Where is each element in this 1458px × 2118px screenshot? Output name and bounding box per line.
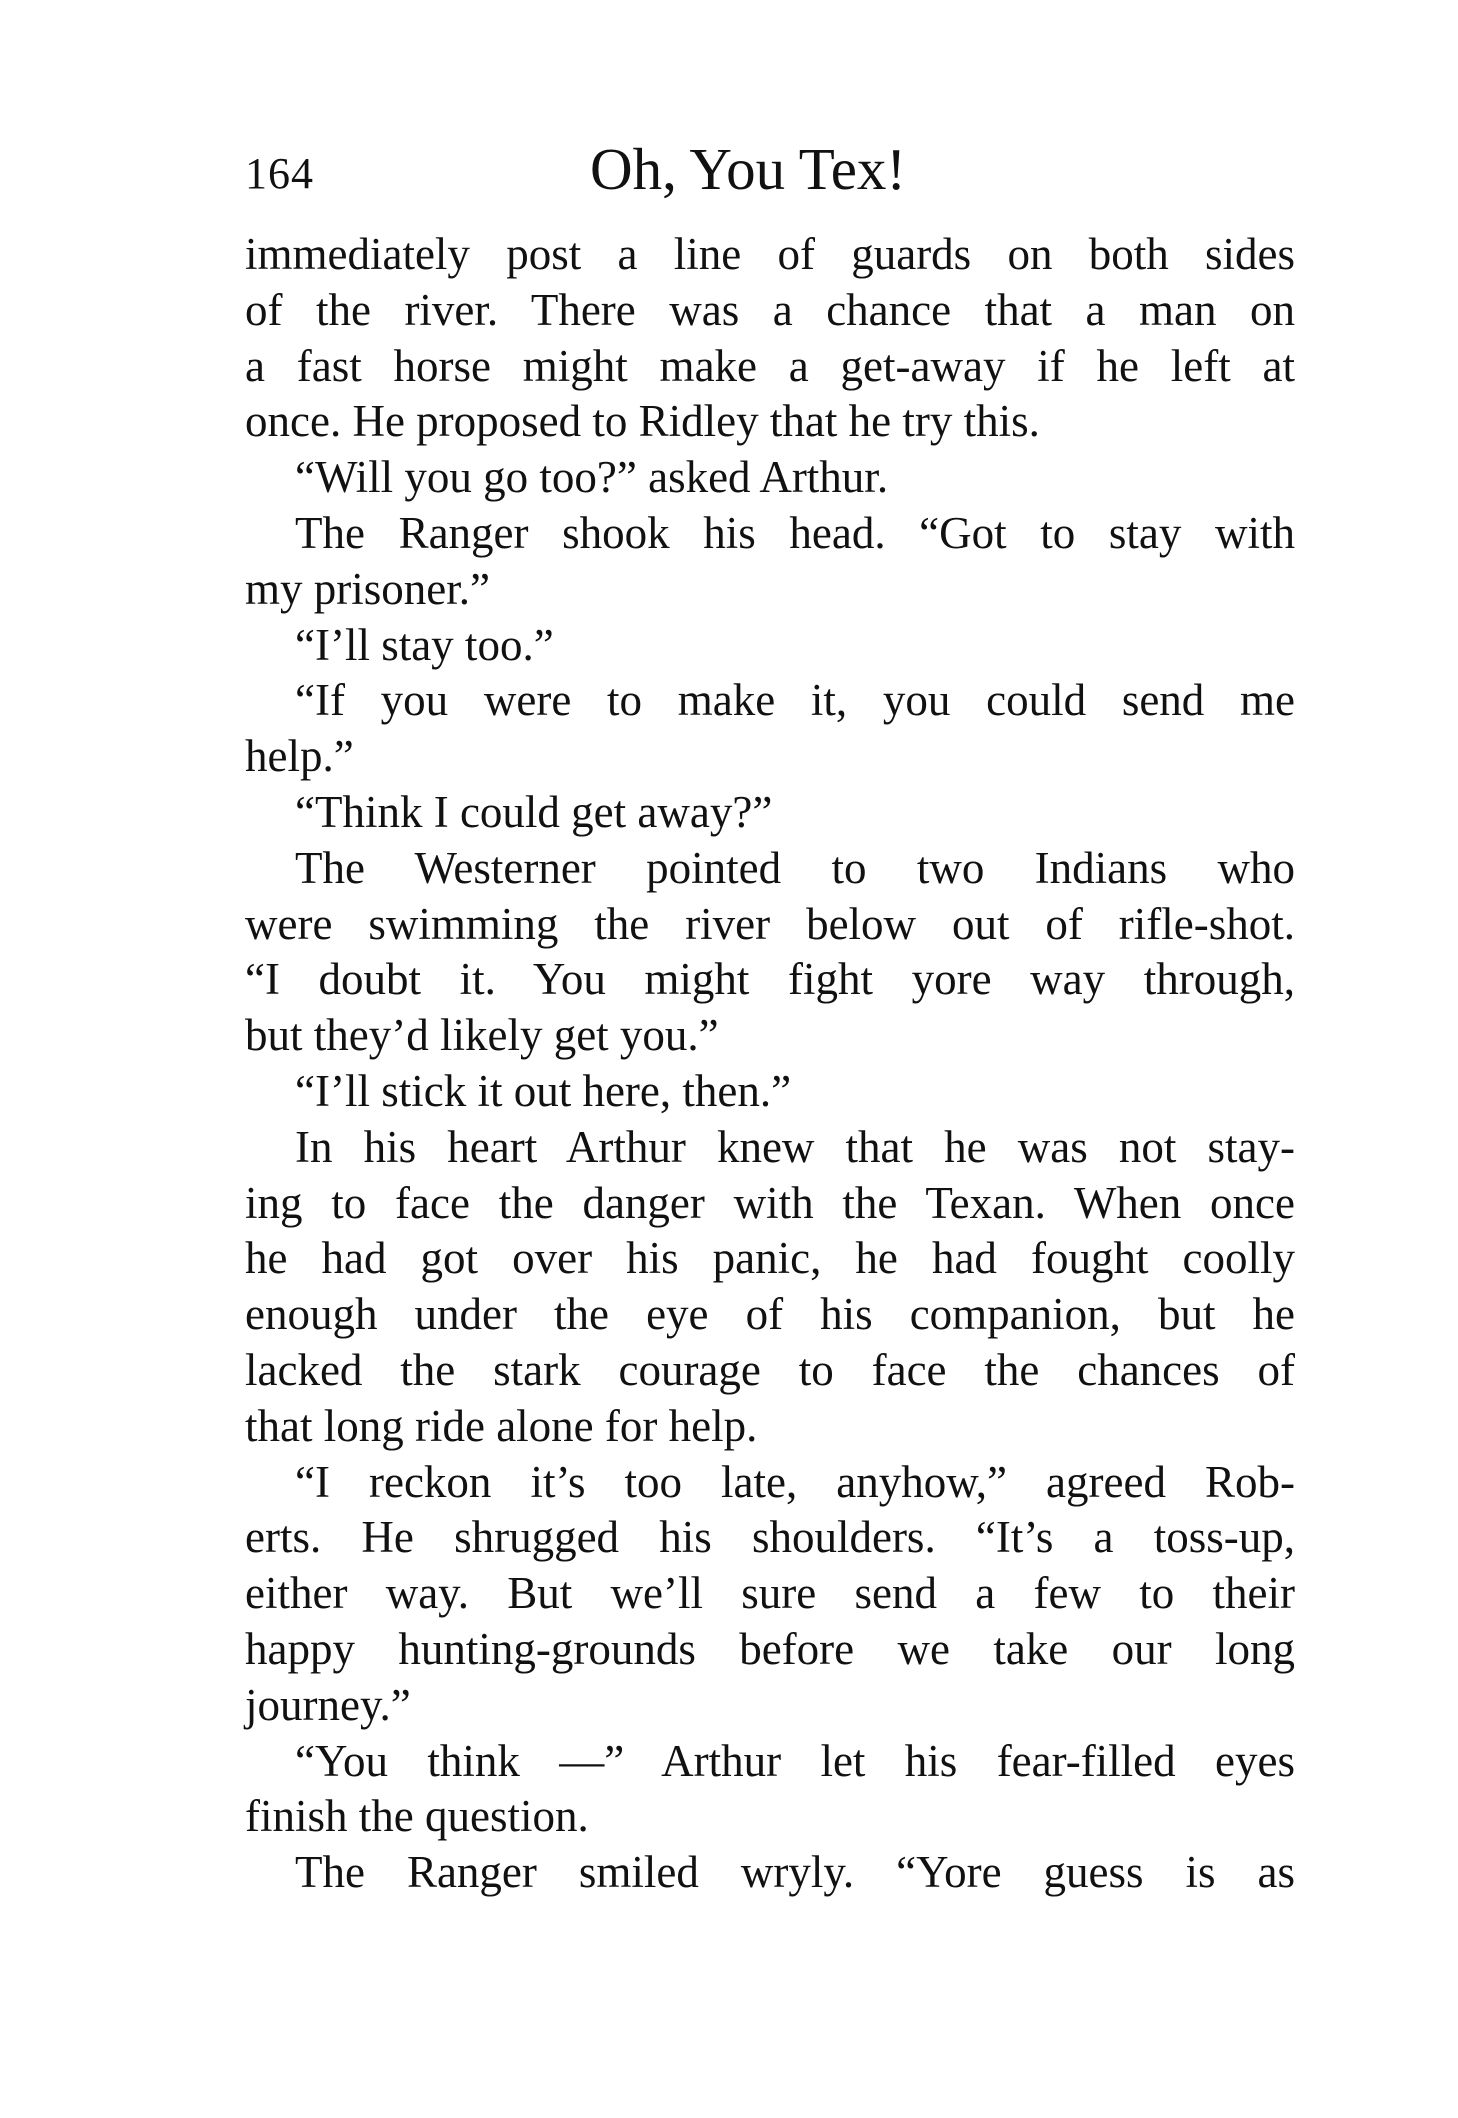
text-line: “I reckon it’s too late, anyhow,” agreed Rob-: [295, 1456, 1295, 1507]
text-line: “I doubt it. You might fight yore way through,: [245, 954, 1295, 1005]
text-line: my prisoner.”: [245, 563, 490, 614]
text-line: ing to face the danger with the Texan. When once: [245, 1177, 1295, 1228]
page-number: 164: [245, 149, 314, 198]
text-line: journey.”: [245, 1679, 411, 1730]
text-line: erts. He shrugged his shoulders. “It’s a toss-up,: [245, 1512, 1295, 1563]
running-title: Oh, You Tex!: [590, 136, 907, 202]
text-line: “Think I could get away?”: [295, 787, 773, 837]
text-line: once. He proposed to Ridley that he try this.: [245, 396, 1040, 447]
text-line: “You think —” Arthur let his fear-filled eyes: [295, 1735, 1295, 1786]
text-line: of the river. There was a chance that a man on: [245, 284, 1295, 335]
text-line: “If you were to make it, you could send me: [295, 675, 1295, 726]
text-line: happy hunting-grounds before we take our long: [245, 1624, 1295, 1674]
text-line: a fast horse might make a get-away if he left at: [245, 340, 1295, 391]
text-line: “I’ll stay too.”: [295, 619, 554, 670]
text-line: lacked the stark courage to face the chances of: [245, 1345, 1295, 1395]
text-line: The Ranger smiled wryly. “Yore guess is as: [295, 1847, 1295, 1898]
text-line: help.”: [245, 731, 354, 782]
text-line: In his heart Arthur knew that he was not stay-: [295, 1121, 1295, 1172]
text-line: immediately post a line of guards on both sides: [245, 229, 1295, 279]
text-line: either way. But we’ll sure send a few to their: [245, 1568, 1295, 1619]
text-line: he had got over his panic, he had fought coolly: [245, 1233, 1295, 1284]
text-line: but they’d likely get you.”: [245, 1010, 719, 1061]
text-line: The Ranger shook his head. “Got to stay with: [295, 508, 1295, 558]
text-line: enough under the eye of his companion, but he: [245, 1289, 1295, 1340]
text-line: finish the question.: [245, 1791, 589, 1842]
text-line: “Will you go too?” asked Arthur.: [295, 452, 889, 503]
text-line: were swimming the river below out of rifle-shot.: [245, 898, 1295, 949]
text-line: that long ride alone for help.: [245, 1400, 758, 1451]
text-line: The Westerner pointed to two Indians who: [295, 842, 1295, 893]
text-line: “I’ll stick it out here, then.”: [295, 1066, 792, 1116]
page-header: [245, 136, 1295, 220]
